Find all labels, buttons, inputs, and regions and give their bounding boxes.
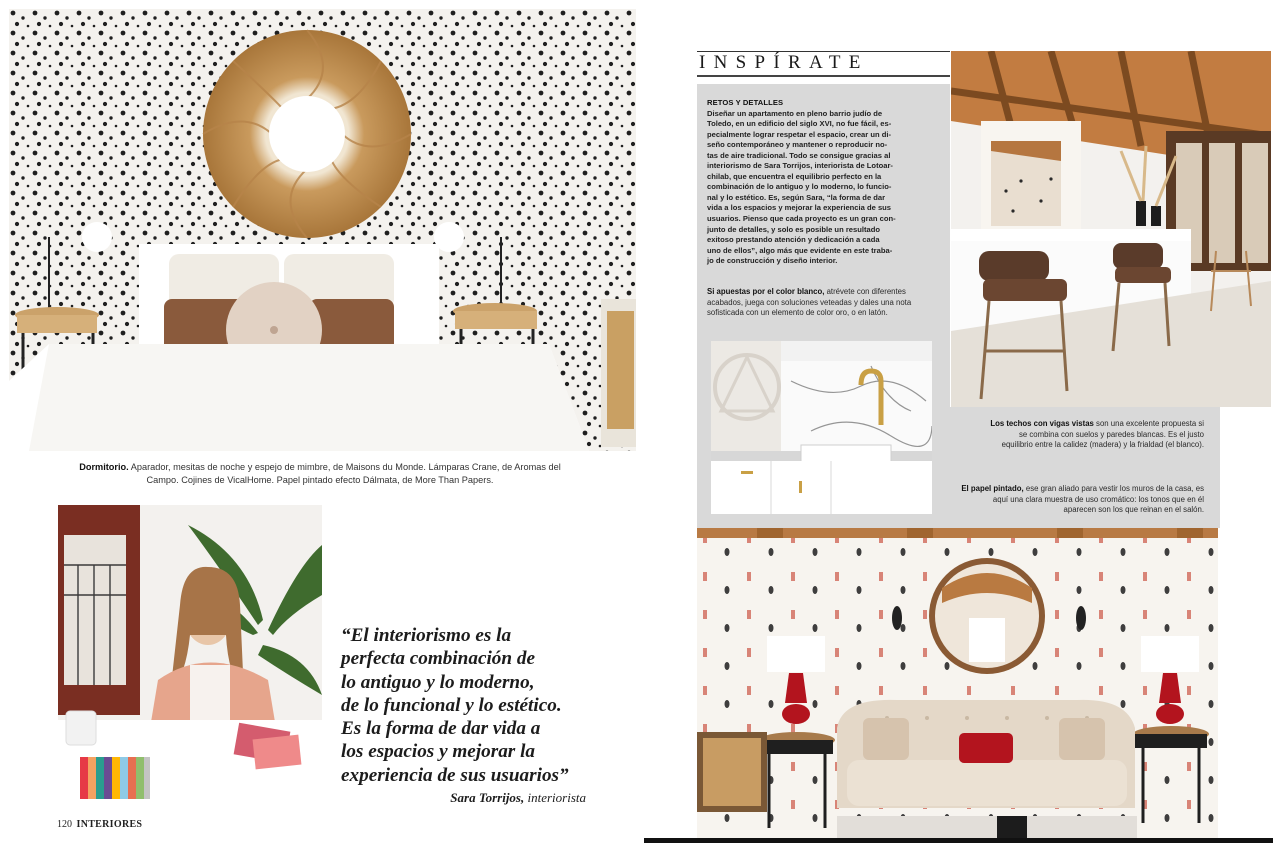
article-line: pecialmente lograr respetar el espacio, crear un di- (707, 129, 892, 139)
article-line: vida a los espacios y mejorar la experiencia de sus (707, 203, 892, 213)
pull-quote (341, 624, 603, 787)
tip-wallpaper (960, 484, 1204, 516)
article-line: tas de aire tradicional. Todo se consigue gracias al (707, 150, 891, 160)
article-line: combinación de lo antiguo y lo moderno, lo funcio- (707, 182, 892, 192)
caption-text: Aparador, mesitas de noche y espejo de mimbre, de Maisons du Monde. Lámparas Crane, de Aromas del Campo. Cojines de VicalHome. Papel pintado efecto Dálmata, de More Than Papers. (130, 462, 561, 485)
quote-line: Es la forma de dar vida a (341, 718, 541, 740)
article-line: nal y lo estético. Es, según Sara, “la forma de dar (707, 192, 886, 202)
tip-beams-text: son una excelente propuesta si se combina con suelos y paredes blancas. Es el justo equilibrio entre la calidez (madera) y la frialdad (el blanco). (1001, 419, 1204, 450)
tip-white-lead: Si apuestas por el color blanco, (707, 287, 825, 296)
article-line: junto de detalles, y solo es posible un resultado (707, 224, 881, 234)
article-line: Toledo, en un edificio del siglo XVI, no fue fácil, es- (707, 119, 892, 129)
quote-author-name: Sara Torrijos, (450, 790, 525, 805)
article-line: seño contemporáneo y mantener o reproducir no- (707, 140, 888, 150)
tip-white-text: atrévete con diferentes acabados, juega con soluciones veteadas y dales una nota sofisticada con un elemento de color oro, o en latón. (707, 287, 912, 318)
article-line: chilab, que encuentra el equilibrio perfecto en la (707, 171, 882, 181)
article-body (707, 98, 940, 267)
article-line: usuarios. Pienso que cada proyecto es un gran con- (707, 214, 896, 224)
section-title: INSPÍRATE (699, 52, 869, 73)
page-number: 120 (57, 819, 72, 830)
tip-wallpaper-text: ese gran aliado para vestir los muros de la casa, es aquí una clara muestra de uso cromático: los tonos que en él aparecen son los que reinan en el salón. (992, 484, 1204, 515)
quote-line: lo antiguo y lo moderno, (341, 671, 535, 693)
article-line: exitoso prestando atención y dedicación a cada (707, 235, 880, 245)
bedroom-caption (70, 461, 570, 486)
magazine-name: INTERIORES (76, 819, 143, 830)
designer-portrait-photo (58, 505, 322, 802)
quote-line: de lo funcional y lo estético. (341, 694, 562, 716)
section-rule-bottom (697, 75, 950, 77)
quote-line: experiencia de sus usuarios” (341, 764, 569, 786)
tip-exposed-beams (990, 419, 1204, 451)
article-line: Diseñar un apartamento en pleno barrio judío de (707, 108, 883, 118)
quote-line: los espacios y mejorar la (341, 741, 535, 763)
tip-beams-lead: Los techos con vigas vistas (990, 419, 1094, 428)
page-folio (57, 819, 142, 830)
article-heading: RETOS Y DETALLES (707, 98, 784, 107)
caption-label: Dormitorio. (79, 462, 129, 472)
quote-line: perfecta combinación de (341, 648, 535, 670)
article-line: jo de construcción y diseño interior. (707, 256, 838, 266)
quote-line: “El interiorismo es la (341, 625, 512, 646)
kitchen-bar-photo (951, 51, 1271, 407)
article-line: uno de ellos”, algo más que evidente en este traba- (707, 245, 893, 255)
living-room-photo (697, 528, 1218, 838)
tip-white-color (707, 287, 937, 319)
bedroom-photo (9, 9, 636, 451)
quote-attribution (341, 790, 586, 806)
kitchen-photo (711, 341, 932, 514)
article-line: interiorismo de Sara Torrijos, interiorista de Lotoar- (707, 161, 893, 171)
tip-wallpaper-lead: El papel pintado, (961, 484, 1024, 493)
quote-author-role: interiorista (527, 790, 586, 805)
page-bottom-rule (644, 838, 1273, 843)
